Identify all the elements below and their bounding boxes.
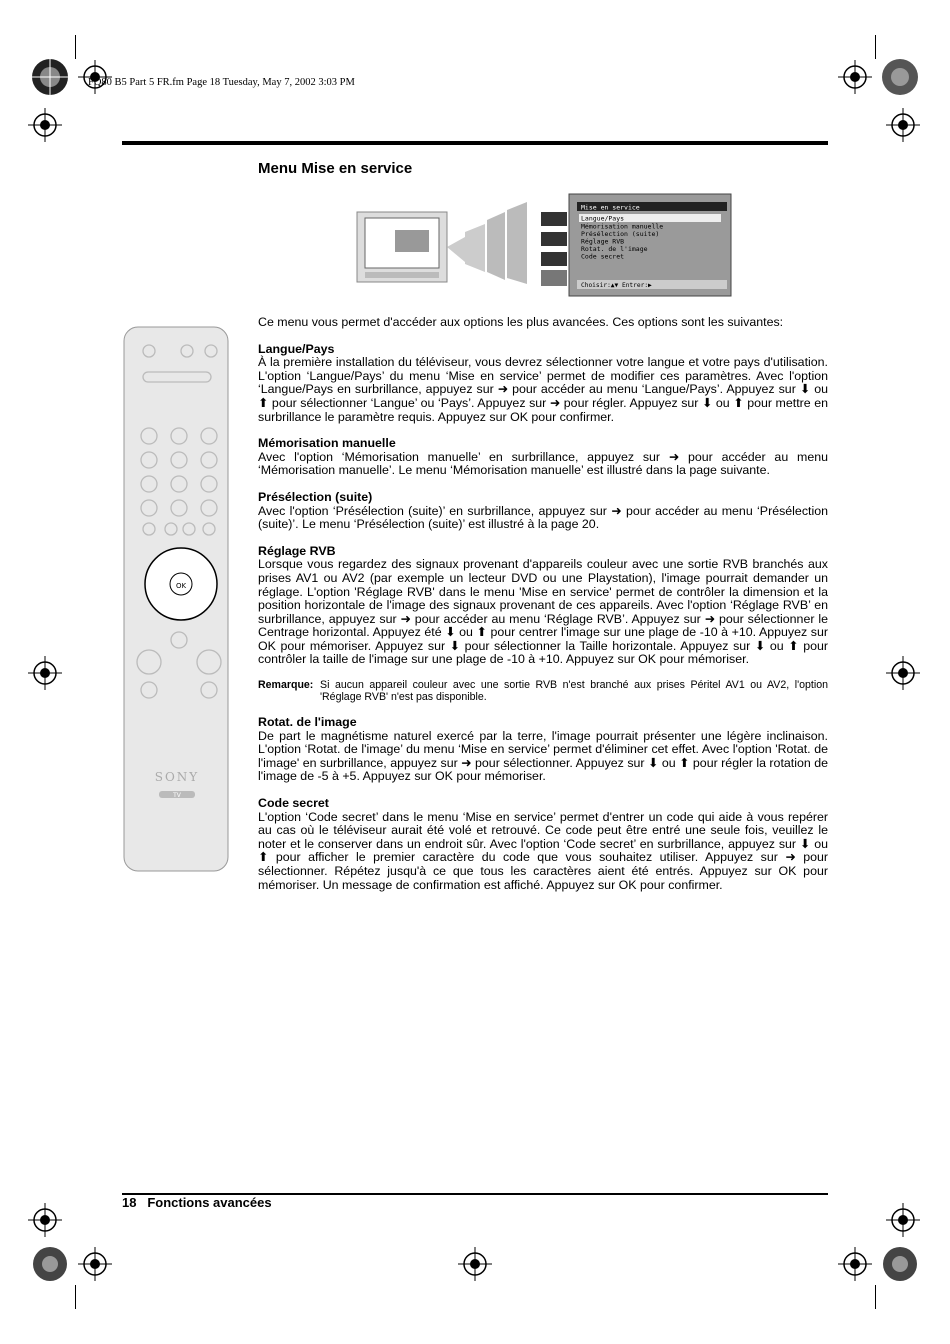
section-heading: Rotat. de l'image (258, 715, 357, 730)
svg-text:OK: OK (175, 582, 187, 590)
tv-menu-footer: Choisir:▲▼ Entrer:▶ (581, 282, 652, 289)
section-memorisation (258, 437, 828, 478)
crop-line (75, 1285, 76, 1309)
section-text: De part le magnétisme naturel exercé par la terre, l'image pourrait présenter une légère inclinaison. L'option ‘Rotat. de l'image’ du menu ‘Mise en service’ permet d'éliminer cet effet. Avec l'option 'Rotat. de l'image' en surbrillance, appuyez sur ➜ pour sélectionner. Appuyez sur ⬇ ou ⬆ pour régler la rotation de l'image de -5 à +5. Appuyez sur OK pour mémoriser. (258, 728, 828, 784)
registration-mark-left-middle (25, 653, 65, 693)
tv-menu-item: Langue/Pays (581, 214, 625, 223)
note-label: Remarque: (258, 679, 314, 692)
tv-menu-item: Rotat. de l'image (581, 245, 648, 253)
top-rule (122, 141, 828, 145)
tv-menu-item: Mémorisation manuelle (581, 222, 664, 231)
remote-brand: SONY (154, 770, 200, 784)
section-heading: Présélection (suite) (258, 489, 373, 504)
tv-menu-illustration (355, 192, 733, 298)
registration-mark-left-top (25, 105, 65, 145)
page-footer (122, 1195, 272, 1210)
tv-menu-item: Réglage RVB (581, 237, 625, 246)
section-preselection (258, 491, 828, 532)
section-rotat-image (258, 716, 828, 784)
section-heading: Réglage RVB (258, 543, 336, 558)
footer-label: Fonctions avancées (147, 1195, 272, 1210)
registration-mark-bottom-center (455, 1244, 495, 1284)
note-text: Si aucun appareil couleur avec une sortie RVB n'est branché aux prises Péritel AV1 ou AV2, l'option 'Réglage RVB' n'est pas disponible. (320, 679, 828, 704)
registration-mark-top-right (830, 55, 930, 110)
main-content (258, 316, 828, 892)
crop-line (75, 35, 76, 59)
section-reglage-rvb (258, 545, 828, 667)
crop-line (875, 35, 876, 59)
registration-mark-right-bottom (883, 1200, 923, 1240)
section-heading: Mémorisation manuelle (258, 436, 396, 451)
section-text: Lorsque vous regardez des signaux provenant d'appareils couleur avec une sortie RVB branchés aux prises AV1 ou AV2 (par exemple un lecteur DVD ou une Playstation), l'image pourrait demander un réglage. L'option 'Réglage RVB' dans le menu 'Mise en service' permet de contrôler la dimension et la position horizontale de l'image des signaux provenant de ces appareils. Avec l'option ‘Réglage RVB’ en surbrillance, appuyez sur ➜ pour accéder au menu ‘Réglage RVB’. Appuyez sur ➜ pour sélectionner le Centrage horizontal. Appuyez été ⬇ ou ⬆ pour centrer l'image sur une plage de -10 à +10. Appuyez sur OK pour mémoriser. Appuyez sur ⬇ pour sélectionner la Taille horizontale. Appuyez sur ⬇ ou ⬆ pour contrôler la taille de l'image sur une plage de -10 à +10. Appuyez sur OK pour mémoriser. (258, 557, 828, 667)
remote-control-illustration (123, 326, 229, 872)
page-number: 18 (122, 1195, 137, 1210)
tv-menu-item: Présélection (suite) (581, 230, 660, 238)
section-text: L'option ‘Code secret’ dans le menu ‘Mise en service’ permet d'entrer un code qui aide à vous repérer au cas où le téléviseur aurait été volé et retrouvé. Ce code peut être entré une seule fois, veuillez le noter et le conserver dans un endroit sûr. Avec l'option ‘Code secret’ en surbrillance, appuyez sur ⬇ ou ⬆ pour afficher le premier caractère du code que vous souhaitez utiliser. Appuyez sur ➜ pour sélectionner. Répétez jusqu'à ce que tous les caractères aient été entrés. Appuyez sur OK pour mémoriser. Un message de confirmation est affiché. Appuyez sur OK pour confirmer. (258, 809, 828, 892)
registration-mark-right-top (883, 105, 923, 145)
intro-paragraph: Ce menu vous permet d'accéder aux options les plus avancées. Ces options sont les suivantes: (258, 315, 784, 329)
print-header: FQ80 B5 Part 5 FR.fm Page 18 Tuesday, May 7, 2002 3:03 PM (88, 77, 355, 88)
registration-mark-left-bottom (25, 1200, 65, 1240)
tv-menu-item: Code secret (581, 252, 625, 261)
registration-mark-bottom-right (830, 1240, 930, 1290)
crop-line (875, 1285, 876, 1309)
section-text: À la première installation du téléviseur, vous devrez sélectionner votre langue et votre pays d'utilisation. L'option ‘Langue/Pays’ du menu ‘Mise en service’ permet de modifier ces paramètres. Avec l'option ‘Langue/Pays en surbrillance, appuyez sur ➜ pour accéder au menu ‘Langue/Pays’. Appuyez sur ⬇ ou ⬆ pour sélectionner ‘Langue’ ou ‘Pays’. Appuyez sur ➜ pour régler. Appuyez sur ⬇ ou ⬆ pour mettre en surbrillance le paramètre requis. Appuyez sur OK pour confirmer. (258, 355, 828, 424)
section-heading: Code secret (258, 796, 329, 811)
page-title: Menu Mise en service (258, 160, 413, 177)
section-heading: Langue/Pays (258, 341, 335, 356)
tv-menu-title: Mise en service (581, 203, 640, 212)
note (258, 679, 828, 703)
registration-mark-bottom-left (28, 1240, 138, 1290)
remote-model: TV (173, 792, 181, 799)
section-code-secret (258, 797, 828, 892)
registration-mark-right-middle (883, 653, 923, 693)
section-langue-pays (258, 343, 828, 425)
section-text: Avec l'option ‘Présélection (suite)’ en surbrillance, appuyez sur ➜ pour accéder au menu ‘Présélection (suite)’. Le menu ‘Présélection (suite)’ est illustré à la page 20. (258, 503, 828, 532)
section-text: Avec l'option ‘Mémorisation manuelle’ en surbrillance, appuyez sur ➜ pour accéder au menu ‘Mémorisation manuelle’. Le menu ‘Mémorisation manuelle’ est illustré dans la page suivante. (258, 449, 828, 478)
